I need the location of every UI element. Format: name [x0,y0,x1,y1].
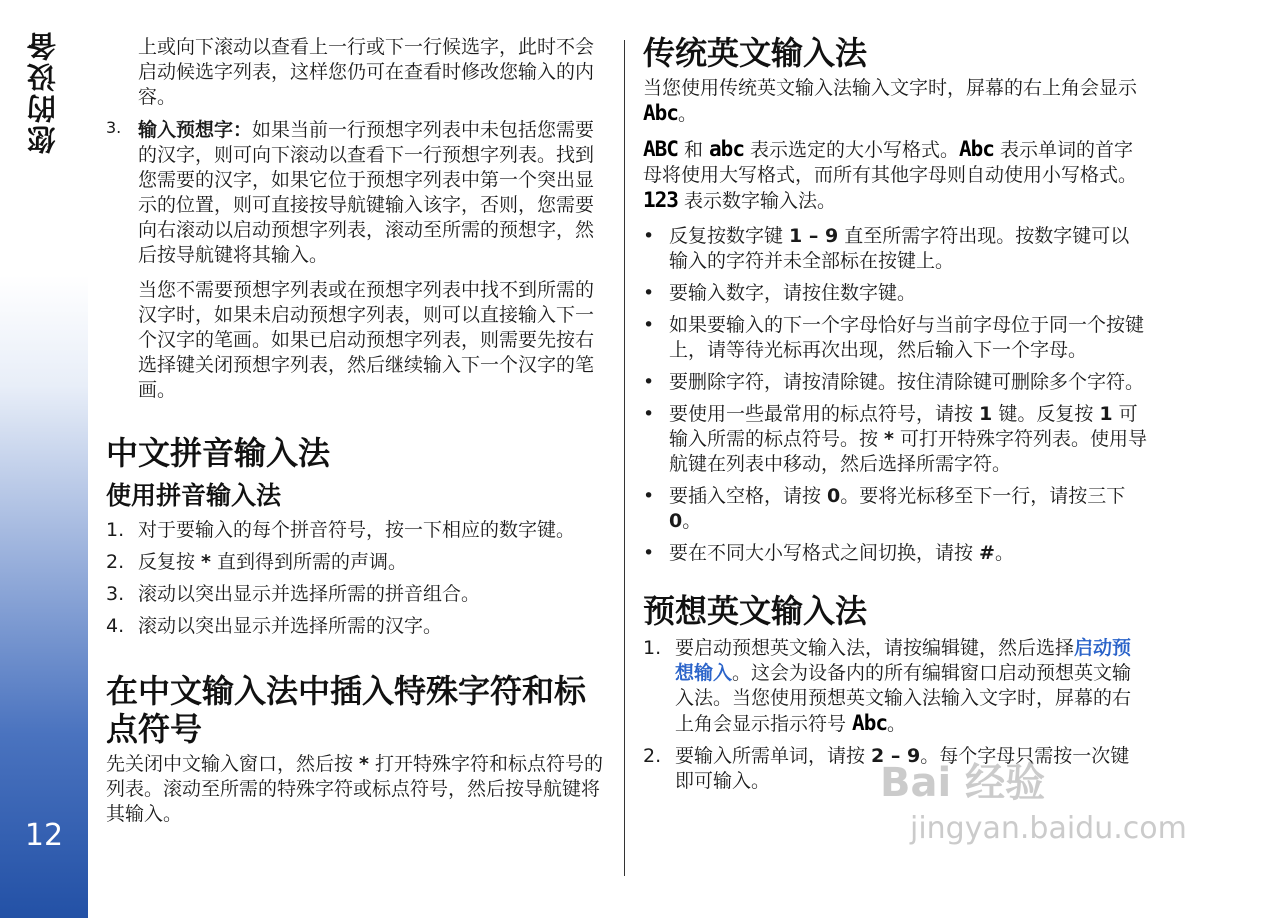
section-title: 您的设备 [26,30,60,154]
list-item-text: 直到得到所需的声调。 [210,551,408,573]
key-label: 1 [1099,403,1113,425]
trad-paragraph-1 [643,76,1148,127]
key-label: * [201,551,211,573]
bullet-icon: • [643,542,655,564]
list-item-text: 。要将光标移至下一行，请按三下 [840,485,1126,507]
lead-term: 输入预想字： [138,119,253,141]
list-marker: 3. [106,118,122,137]
list-item [643,402,1148,477]
list-item-text: 可打开特殊字符列表。使用导航键在列表中移动，然后选择所需字符。 [669,428,1148,475]
key-label: 1 – 9 [789,225,839,247]
list-item [643,744,1148,794]
uppercase-indicator-icon: ABC [643,137,678,161]
intro-continuation: 上或向下滚动以查看上一行或下一行候选字，此时不会启动候选字列表，这样您仍可在查看时修改您输入的内容。 [138,36,595,108]
abc-indicator-icon: Abc [643,101,678,125]
watermark-url: jingyan.baidu.com [910,811,1187,846]
list-item-text: 要启动预想英文输入法，请按编辑键，然后选择 [675,637,1075,659]
list-item-text: 反复按数字键 [669,225,790,247]
key-label: 0 [827,485,841,507]
list-item [643,281,1148,306]
watermark-logo: Bai 经验 [880,760,1046,806]
list-item [643,541,1148,566]
pinyin-steps [106,518,612,639]
page-number: 12 [24,818,64,853]
special-chars-heading: 在中文输入法中插入特殊字符和标点符号 [106,672,587,748]
list-item-text: 滚动以突出显示并选择所需的拼音组合。 [138,583,481,605]
pinyin-heading: 中文拼音输入法 [106,434,331,472]
right-column [643,34,1148,801]
bullet-icon: • [643,282,655,304]
body-text: 和 [677,139,710,161]
list-item-text: 直至所需字符出现。按数字键可以输入的字符并未全部标在按键上。 [669,225,1130,272]
body-text: 打开特殊字符和标点符号的列表。滚动至所需的特殊字符或标点符号，然后按导航键将其输入。 [106,753,604,825]
key-label: 0 [669,510,683,532]
pinyin-subheading: 使用拼音输入法 [106,481,282,510]
key-label: 1 [979,403,993,425]
list-item-text: 。这会为设备内的所有编辑窗口启动预想英文输入法。当您使用预想英文输入法输入文字时，屏幕的右上角会显示指示符号 [675,662,1132,735]
list-marker: 3. [106,583,125,605]
note-paragraph: 当您不需要预想字列表或在预想字列表中找不到所需的汉字时，如果未启动预想字列表，则可以直接输入下一个汉字的笔画。如果已启动预想字列表，则需要先按右选择键关闭预想字列表，然后继续输入下一个汉字的笔画。 [138,279,595,401]
list-item-text: 滚动以突出显示并选择所需的汉字。 [138,615,443,637]
bullet-icon: • [643,225,655,247]
key-label: 2 – 9 [871,745,921,767]
sidebar [0,0,88,918]
list-item-text: 对于要输入的每个拼音符号，按一下相应的数字键。 [138,519,576,541]
list-item [643,636,1148,737]
list-item-text: 要使用一些最常用的标点符号，请按 [669,403,980,425]
list-item-text: 。 [682,510,702,532]
list-marker: 1. [106,519,125,541]
body-text: 先关闭中文输入窗口，然后按 [106,753,360,775]
list-item-text: 要删除字符，请按清除键。按住清除键可删除多个字符。 [669,371,1145,393]
list-item-text: 键。反复按 [992,403,1100,425]
list-item [643,484,1148,534]
list-item-text: 可输入所需的标点符号。按 [669,403,1138,450]
key-label: * [884,428,894,450]
list-item-text: 要在不同大小写格式之间切换，请按 [669,542,980,564]
list-item-text: 要输入所需单词，请按 [675,745,872,767]
lowercase-indicator-icon: abc [709,137,744,161]
list-item-text [138,118,612,268]
key-label: * [359,753,369,775]
list-marker: 2. [106,551,125,573]
menu-option-link[interactable]: 启动预想输入 [675,637,1132,684]
list-item [106,518,612,543]
body-text: 当您使用传统英文输入法输入文字时，屏幕的右上角会显示 [643,77,1138,99]
number-mode-indicator-icon: 123 [643,188,678,212]
list-item [106,582,612,607]
bullet-icon: • [643,371,655,393]
predictive-indicator-icon: Abc [852,711,887,735]
list-item [643,313,1148,363]
list-item-text: 要插入空格，请按 [669,485,828,507]
left-column [106,34,612,827]
list-item [643,224,1148,274]
trad-bullets [643,224,1148,566]
body-text: 表示选定的大小写格式。 [743,139,960,161]
trad-heading: 传统英文输入法 [643,34,868,72]
list-item [643,370,1148,395]
body-text: 。 [677,103,697,125]
list-item-text: 。每个字母只需按一次键即可输入。 [675,745,1130,792]
predictive-steps [643,636,1148,794]
list-item-text: 要输入数字，请按住数字键。 [669,282,917,304]
trad-paragraph-2 [643,137,1148,214]
body-text: 表示数字输入法。 [677,190,836,212]
sentence-case-indicator-icon: Abc [959,137,994,161]
bullet-icon: • [643,403,655,425]
list-marker: 2. [643,745,662,767]
predictive-heading: 预想英文输入法 [643,592,868,630]
body-text: 如果当前一行预想字列表中未包括您需要的汉字，则可向下滚动以查看下一行预想字列表。找到您需要的汉字，如果它位于预想字列表中第一个突出显示的位置，则可直接按导航键输入该字，否则，您需要向右滚动以启动预想字列表，滚动至所需的预想字，然后按导航键将其输入。 [138,119,595,266]
list-item-text: 。 [994,542,1014,564]
list-item [106,614,612,639]
bullet-icon: • [643,485,655,507]
list-item-3 [106,118,612,268]
body-text: 表示单词的首字母将使用大写格式，而所有其他字母则自动使用小写格式。 [643,139,1138,186]
list-item [106,550,612,575]
list-item-text: 如果要输入的下一个字母恰好与当前字母位于同一个按键上，请等待光标再次出现，然后输入下一个字母。 [669,314,1145,361]
bullet-icon: • [643,314,655,336]
list-item-text: 反复按 [138,551,202,573]
list-marker: 4. [106,615,125,637]
column-divider [624,40,625,876]
special-chars-paragraph [106,752,612,827]
key-label: # [979,542,995,564]
list-item-text: 。 [886,713,906,735]
list-marker: 1. [643,637,662,659]
